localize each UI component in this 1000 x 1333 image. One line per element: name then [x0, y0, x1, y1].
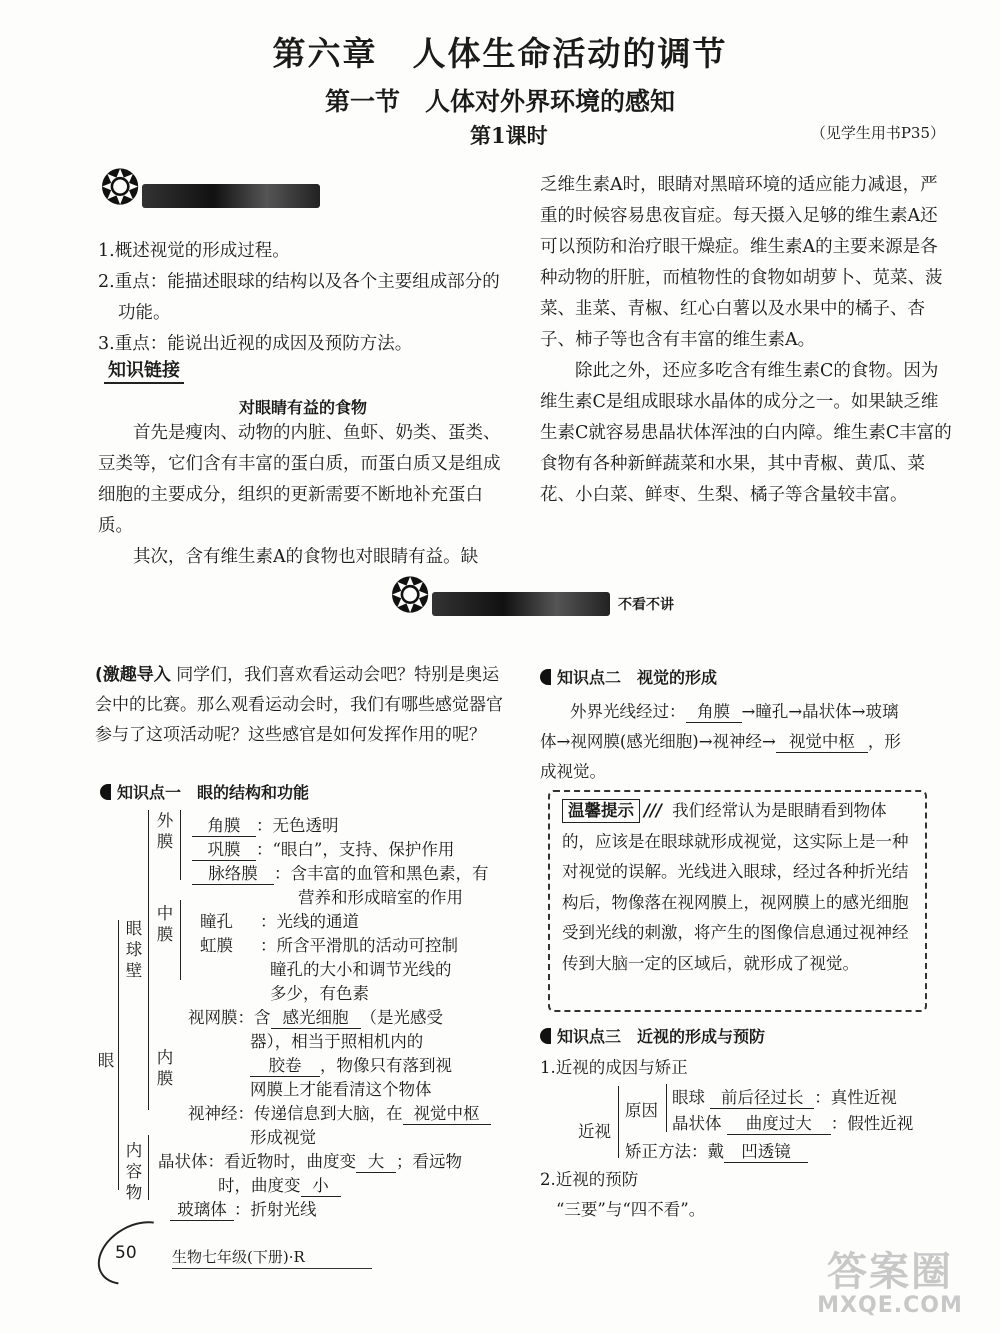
tip-text: 我们经常认为是眼睛看到物体的，应该是在眼球就形成视觉，这实际上是一种对视觉的误解。光线进入眼球，经过各种折光结构后，物像落在视网膜上，视网膜上的感光细胞受到光线的刺激，将产生的图像信息通过视神经传到大脑一定的区域后，就形成了视觉。 [562, 801, 909, 973]
kp2-line-3: 成视觉。 [540, 762, 606, 781]
myopia-label: 近视 [578, 1122, 611, 1141]
outer-membrane-label: 外膜 [156, 811, 174, 851]
eye-label: 眼 [97, 1051, 115, 1070]
objectives-banner [100, 160, 330, 216]
kp3-title: 知识点三 近视的形成与预防 [540, 1024, 765, 1047]
kp1-row-optic-nerve: 视神经：传递信息到大脑，在 视觉中枢 [188, 1100, 491, 1125]
cause-label: 原因 [625, 1101, 658, 1120]
kp2-title: 知识点二 视觉的形成 [540, 665, 717, 688]
objective-item: 3.重点：能说出近视的成因及预防方法。 [98, 334, 413, 354]
eyeball-wall-label: 眼球壁 [125, 919, 143, 980]
kp1-row-lens-2: 时，曲度变 小 [218, 1172, 341, 1197]
class-banner [390, 568, 690, 624]
tip-slash-icon: /// [644, 801, 663, 820]
swirl-ornament-icon: ❂ [100, 160, 141, 216]
banner-caption: 不看不讲 [618, 597, 674, 613]
middle-brace [180, 900, 181, 980]
section-title: 第一节 人体对外界环境的感知 [324, 87, 675, 116]
kp2-line-2: 体→视网膜(感光细胞)→视神经→ 视觉中枢 ，形 [540, 728, 901, 753]
watermark-en: MXQE.COM [817, 1293, 963, 1318]
middle-membrane-label: 中膜 [156, 904, 174, 944]
wall-brace [148, 810, 149, 1110]
intro-text: 同学们，我们喜欢看运动会吧？特别是奥运会中的比赛。那么观看运动会时，我们有哪些感觉器官参与了这项活动呢？这些感官是如何发挥作用的呢？ [95, 665, 503, 745]
point-marker-icon [540, 1028, 551, 1044]
banner-bar [142, 184, 320, 208]
watermark-cn: 答案圈 [827, 1249, 953, 1295]
kp1-row-choroid-2: 营养和形成暗室的作用 [298, 888, 463, 907]
link-paragraph-4: 除此之外，还应多吃含有维生素C的食物。因为维生素C是组成眼球水晶体的成分之一。如果缺乏维生素C就容易患晶状体浑浊的白内障。维生素C丰富的食物有各种新鲜蔬菜和水果，其中青椒、黄瓜、菜花、小白菜、鲜枣、生梨、橘子等含量较丰富。 [540, 361, 952, 505]
kp1-row-vitreous: 玻璃体 ：折射光线 [170, 1196, 317, 1221]
kp1-row-cornea: 角膜 ：无色透明 [192, 812, 339, 837]
book-reference: （见学生用书P35） [810, 124, 945, 142]
tip-label: 温馨提示 [562, 799, 640, 823]
link-subtitle: 对眼睛有益的食物 [238, 398, 367, 417]
contents-label: 内容物 [125, 1141, 143, 1202]
chapter-title: 第六章 人体生命活动的调节 [272, 34, 728, 73]
footer-rule [172, 1268, 372, 1269]
eye-brace [118, 920, 119, 1190]
page-number: 50 [115, 1243, 137, 1263]
link-paragraph-1: 首先是瘦肉、动物的内脏、鱼虾、奶类、蛋类、豆类等，它们含有丰富的蛋白质，而蛋白质又是组成细胞的主要成分，组织的更新需要不断地补充蛋白质。 [98, 423, 501, 536]
link-paragraph-3: 乏维生素A时，眼睛对黑暗环境的适应能力减退，严重的时候容易患夜盲症。每天摄入足够的维生素A还可以预防和治疗眼干燥症。维生素A的主要来源是各种动物的肝脏，而植物性的食物如胡萝卜、苋菜、菠菜、韭菜、青椒、红心白薯以及水果中的橘子、杏子、柿子等也含有丰富的维生素A。 [540, 175, 943, 350]
myopia-brace [618, 1086, 619, 1158]
intro-label: (激趣导入 [95, 665, 171, 685]
cause-row-2: 晶状体 曲度过大 ：假性近视 [672, 1110, 913, 1135]
correction-row: 矫正方法：戴 凹透镜 [625, 1138, 808, 1163]
kp1-row-iris: 虹膜 ：所含平滑肌的活动可控制 [200, 936, 458, 955]
kp2-line-1: 外界光线经过： 角膜 →瞳孔→晶状体→玻璃 [570, 698, 898, 723]
swirl-ornament-icon: ❂ [390, 568, 431, 624]
kp1-row-retina-3: 胶卷 ，物像只有落到视 [250, 1052, 452, 1077]
kp1-row-iris-3: 多少，有色素 [270, 984, 369, 1003]
kp1-row-choroid: 脉络膜 ：含丰富的血管和黑色素，有 [192, 860, 489, 885]
prevention-text: “三要”与“四不看”。 [556, 1200, 706, 1219]
book-title: 生物七年级(下册)·R [172, 1248, 305, 1266]
point-marker-icon [540, 669, 551, 685]
cause-row-1: 眼球 前后径过长 ：真性近视 [672, 1084, 897, 1109]
objective-item: 1.概述视觉的形成过程。 [98, 241, 290, 261]
kp1-row-optic-nerve-2: 形成视觉 [250, 1128, 316, 1147]
point-marker-icon [100, 784, 111, 800]
watermark [800, 1240, 980, 1318]
kp1-row-pupil: 瞳孔 ：光线的通道 [200, 912, 359, 931]
kp1-row-iris-2: 瞳孔的大小和调节光线的 [270, 960, 452, 979]
contents-brace [148, 1135, 149, 1200]
inner-membrane-label: 内膜 [156, 1048, 174, 1088]
link-paragraph-2: 其次，含有维生素A的食物也对眼睛有益。缺 [133, 547, 479, 567]
kp1-row-sclera: 巩膜 ：“眼白”，支持、保护作用 [192, 836, 454, 861]
lesson-title: 第1课时 [470, 123, 548, 148]
tip-content [562, 796, 918, 979]
kp3-subtitle-2: 2.近视的预防 [540, 1170, 639, 1189]
objectives-list [98, 236, 513, 360]
link-left-column [98, 418, 508, 573]
outer-brace [180, 810, 181, 880]
kp1-title: 知识点一 眼的结构和功能 [100, 780, 309, 803]
kp1-row-retina: 视网膜：含 感光细胞 （是光感受 [188, 1004, 443, 1029]
banner-bar [432, 592, 610, 616]
link-right-column [540, 170, 952, 511]
kp3-subtitle-1: 1.近视的成因与矫正 [540, 1058, 688, 1077]
objective-item: 2.重点：能描述眼球的结构以及各个主要组成部分的功能。 [98, 272, 500, 323]
cause-brace [666, 1084, 667, 1132]
kp1-row-lens: 晶状体：看近物时，曲度变 大 ；看远物 [158, 1148, 462, 1173]
kp1-row-retina-2: 器），相当于照相机内的 [250, 1032, 424, 1051]
intro-block [95, 660, 510, 750]
kp1-row-retina-4: 网膜上才能看清这个物体 [250, 1080, 432, 1099]
knowledge-link-label: 知识链接 [104, 356, 184, 384]
